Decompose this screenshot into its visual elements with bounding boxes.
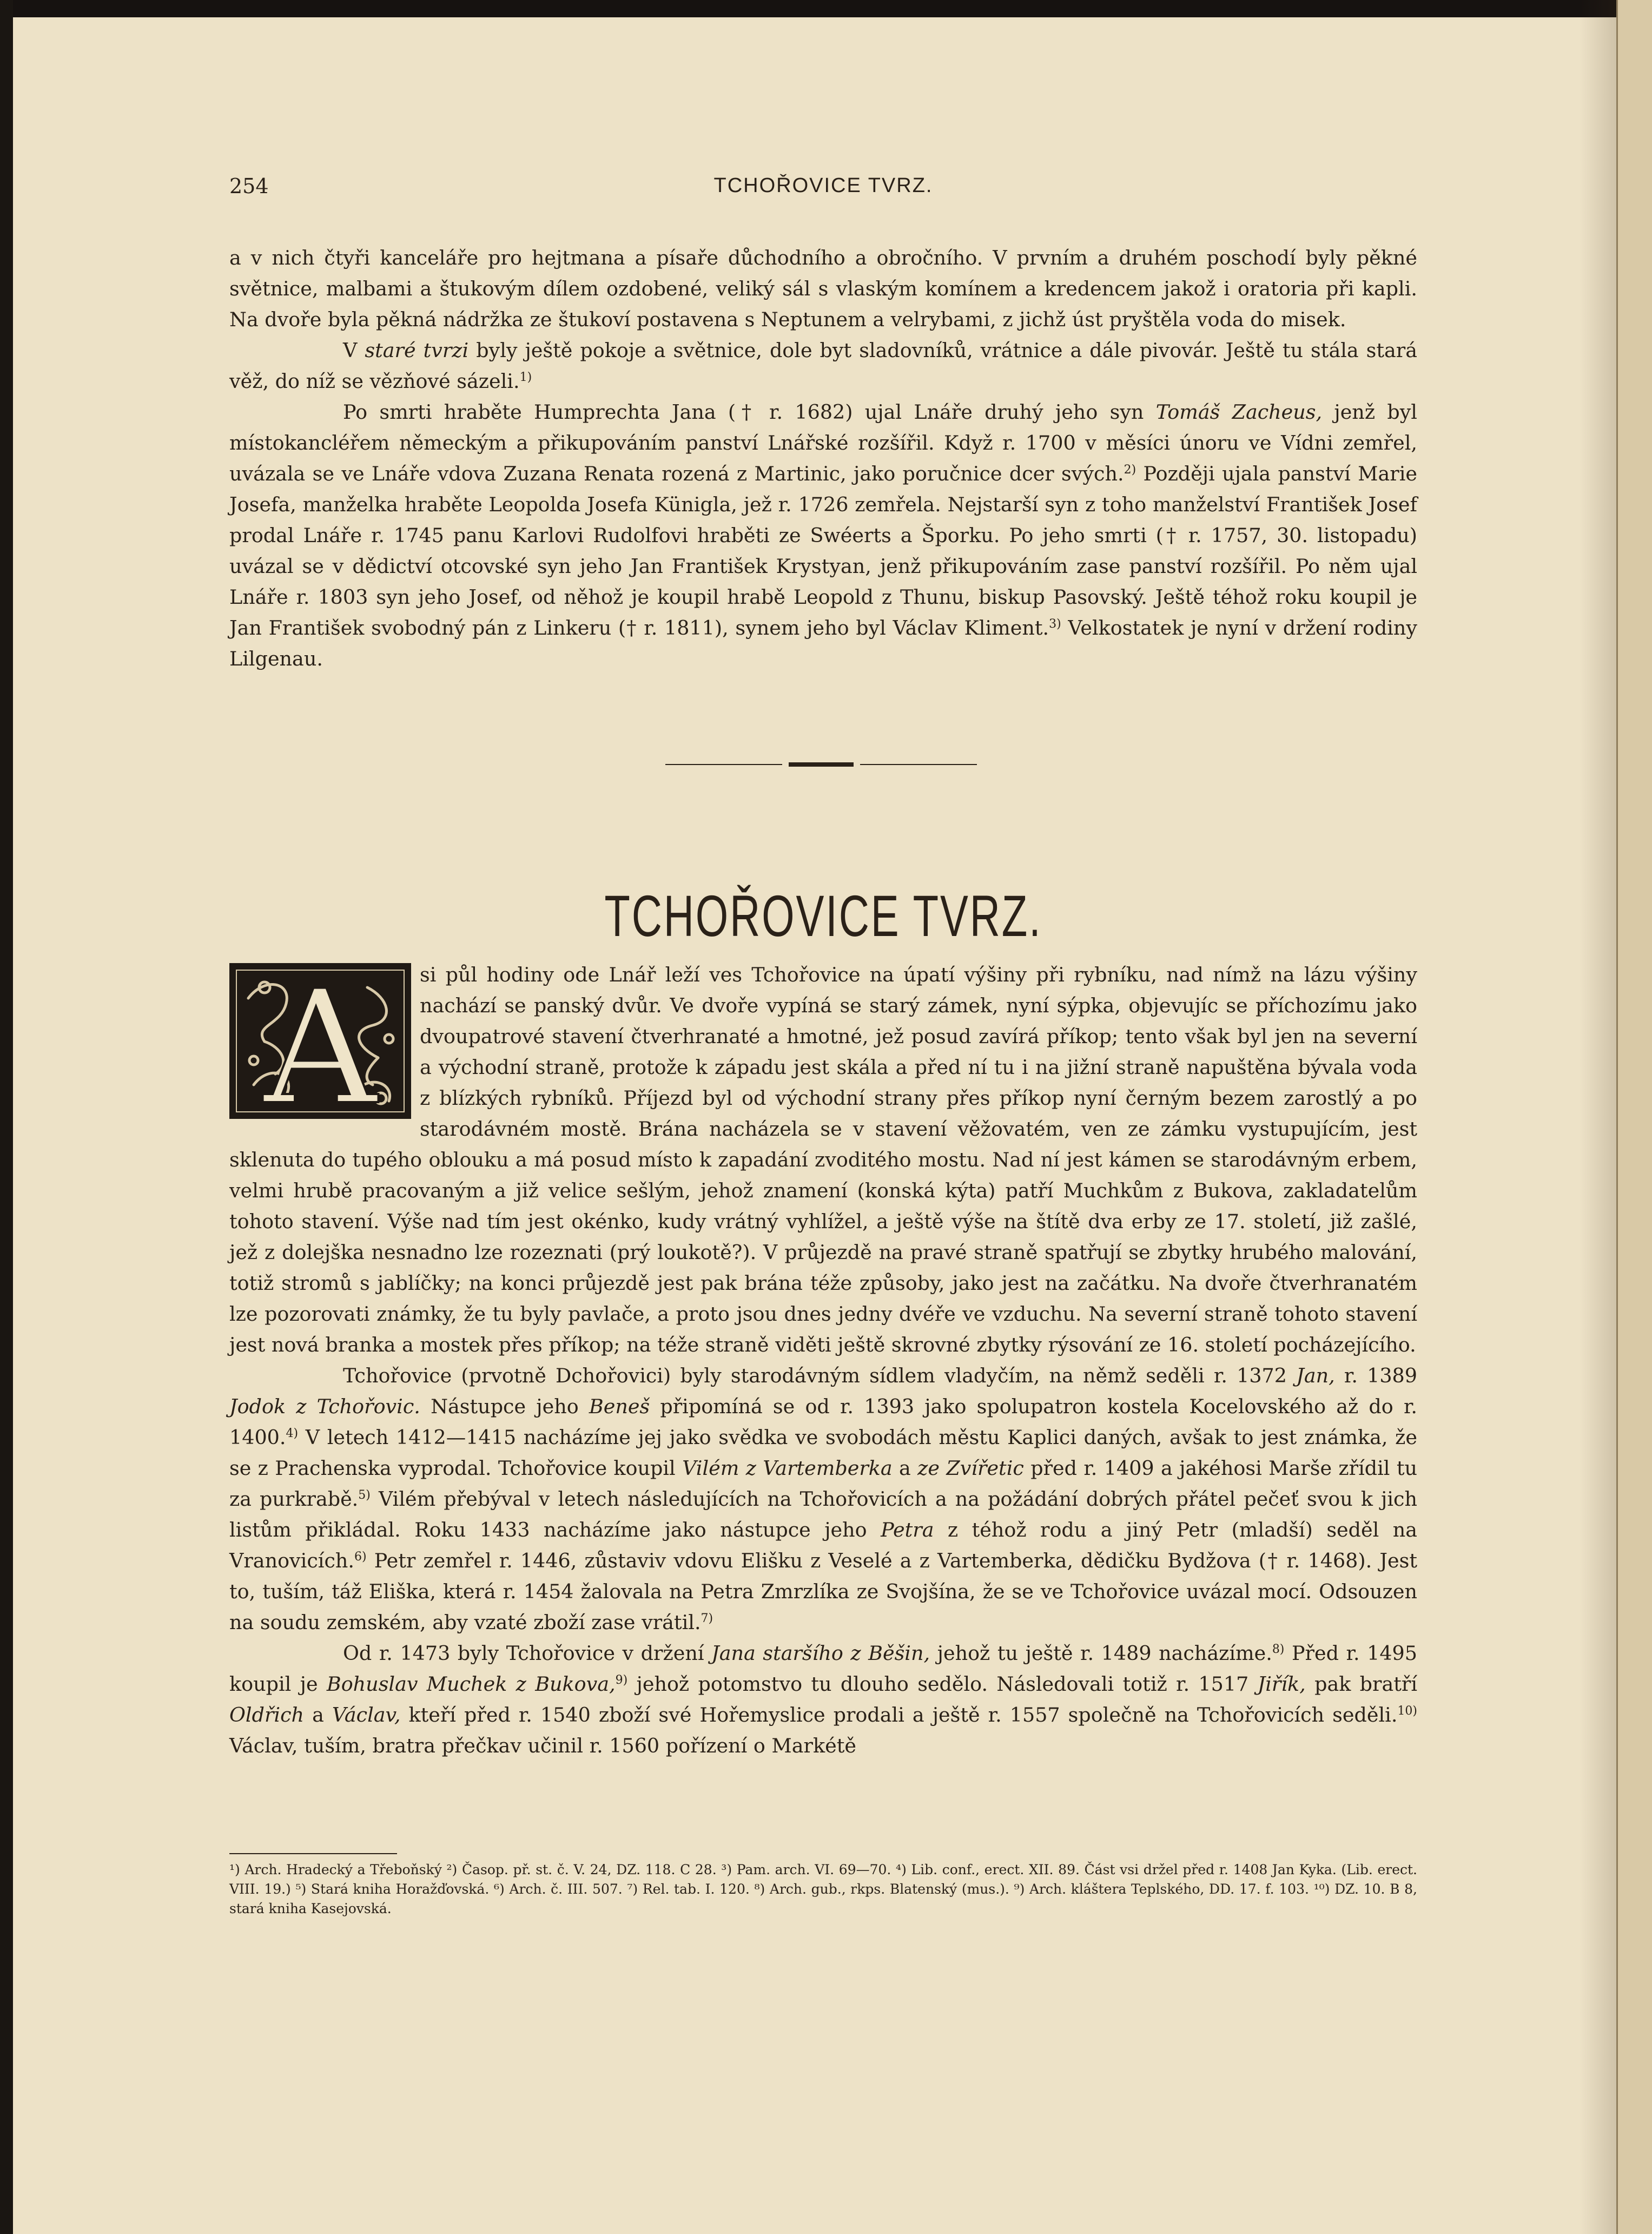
section-paragraph-2: Tchořovice (prvotně Dchořovici) byly starodávným sídlem vladyčím, na němž seděli r. 1372 Jan, r. 1389 Jodok z Tchořovic. Nástupce jeho Beneš připomíná se od r. 1393 jako spolupatron kostela Kocelovského až do r. 1400.$^{4)}$ V letech 1412—1415 nacházíme jej jako svědka ve svobodách městu Kaplici daných, avšak to jest známka, že se z Prachenska vyprodal. Tchořovice koupil Vilém z Vartemberka a ze Zvířetic před r. 1409 a jakéhosi Marše zřídil tu za purkrabě.$^{5)}$ Vilém přebýval v letech následujících na Tchořovicích a na požádání dobrých přátel pečeť svou k jich listům přikládal. Roku 1433 nacházíme jako nástupce jeho Petra z téhož rodu a jiný Petr (mladší) seděl na Vranovicích.$^{6)}$ Petr zemřel r. 1446, zůstaviv vdovu Elišku z Veselé a z Vartemberka, dědičku Bydžova († r. 1468). Jest to, tuším, táž Eliška, která r. 1454 žalovala na Petra Zmrzlíka ze Svojšína, že se ve Tchořovice uvázal mocí. Odsouzen na soudu zemském, aby vzaté zboží zase vrátil.$^{7)}$ [229, 1364, 1418, 1634]
footnote-ref: 1) [519, 370, 532, 384]
footnote-rule [229, 1853, 397, 1854]
footnote-ref: 6) [354, 1550, 367, 1564]
scan-left-edge [0, 0, 13, 2234]
section-title: TCHOŘOVICE TVRZ. [604, 883, 1042, 949]
footnotes [229, 1860, 1417, 1919]
footnote-ref: 2) [1124, 463, 1136, 477]
section-paragraph-1: si půl hodiny ode Lnář leží ves Tchořovice na úpatí výšiny při rybníku, nad nímž na lázu výšiny nachází se panský dvůr. Ve dvoře vypíná se starý zámek, nyní sýpka, objevujíc se příchozímu jako dvoupatrové stavení čtverhranaté a hmotné, jež posud zavírá příkop; tento však byl jen na severní a východní straně, protože k západu jest skála a před ní tu i na jižní straně napuštěna bývala voda z blízkých rybníků. Příjezd byl od východní strany přes příkop nyní černým bezem zarostlý a po starodávném mostě. Brána nacházela se v stavení věžovatém, ven ze zámku vystupujícím, jest sklenuta do tupého oblouku a má posud místo k zapadání zvoditého mostu. Nad ní jest kámen se starodávným erbem, velmi hrubě pracovaným a již velice sešlým, jehož znamení (konská kýta) patří Muchkům z Bukova, zakladatelům tohoto stavení. Výše nad tím jest okénko, kudy vrátný vyhlížel, a ještě výše na štítě dva erby ze 17. století, již zašlé, jež z dolejška nesnadno lze rozeznati (prý loukotě?). V průjezdě na pravé straně spatřují se zbytky hrubého malování, totiž stromů s jablíčky; na konci průjezdě jest pak brána téže způsoby, jako jest na začátku. Na dvoře čtverhranatém lze pozorovati známky, že tu byly pavlače, a proto jsou dnes jedny dvéře ve vzduchu. Na severní straně tohoto stavení jest nová branka a mostek přes příkop; na téže straně viděti ještě skrovné zbytky rýsování ze 16. století pocházejícího. [229, 963, 1417, 1356]
scan-right-edge [1616, 0, 1652, 2234]
section-divider [665, 762, 977, 767]
footnote-ref: 9) [615, 1673, 628, 1687]
footnote-ref: 4) [286, 1426, 299, 1440]
svg-text:A: A [263, 966, 377, 1116]
section-body [229, 959, 1417, 1761]
continued-paragraph-3: Po smrti hraběte Humprechta Jana († r. 1682) ujal Lnáře druhý jeho syn Tomáš Zacheus, jenž byl místokancléřem německým a přikupováním panství Lnářské rozšířil. Když r. 1700 v měsíci únoru ve Vídni zemřel, uvázala se ve Lnáře vdova Zuzana Renata rozená z Martinic, jako poručnice dcer svých.$^{2)}$ Později ujala panství Marie Josefa, manželka hraběte Leopolda Josefa Künigla, jež r. 1726 zemřela. Nejstarší syn z toho manželství František Josef prodal Lnáře r. 1745 panu Karlovi Rudolfovi hraběti ze Swéerts a Šporku. Po jeho smrti († r. 1757, 30. listopadu) uvázal se v dědictví otcovské syn jeho Jan František Krystyan, jenž přikupováním zase panství rozšířil. Po něm ujal Lnáře r. 1803 syn jeho Josef, od něhož je koupil hrabě Leopold z Thunu, biskup Pasovský. Ještě téhož roku koupil je Jan František svobodný pán z Linkeru († r. 1811), synem jeho byl Václav Kliment.$^{3)}$ Velkostatek je nyní v držení rodiny Lilgenau. [229, 400, 1417, 670]
footnote-ref: 5) [358, 1488, 371, 1502]
continued-text [229, 242, 1417, 674]
continued-paragraph-1: a v nich čtyři kanceláře pro hejtmana a písaře důchodního a obročního. V prvním a druhém poschodí byly pěkné světnice, malbami a štukovým dílem ozdobené, veliký sál s vlaským komínem a kredencem jakož i oratoria při kapli. Na dvoře byla pěkná nádržka ze štukoví postavena s Neptunem a velrybami, z jichž úst pryštěla voda do misek. [229, 246, 1417, 331]
footnote-ref: 3) [1049, 617, 1061, 631]
section-paragraph-3: Od r. 1473 byly Tchořovice v držení Jana staršího z Běšin, jehož tu ještě r. 1489 nacházíme.$^{8)}$ Před r. 1495 koupil je Bohuslav Muchek z Bukova,$^{9)}$ jehož potomstvo tu dlouho sedělo. Následovali totiž r. 1517 Jiřík, pak bratří Oldřich a Václav, kteří před r. 1540 zboží své Hořemyslice prodali a ještě r. 1557 společně na Tchořovicích seděli.$^{10)}$ Václav, tuším, bratra přečkav učinil r. 1560 pořízení o Markétě [229, 1642, 1418, 1757]
running-head [229, 174, 1417, 207]
page-spine-shadow [1580, 0, 1616, 2234]
footnote-ref: 10) [1397, 1704, 1417, 1718]
continued-paragraph-2: V staré tvrzi byly ještě pokoje a světnice, dole byt sladovníků, vrátnice a dále pivovár. Ještě tu stála stará věž, do níž se vězňové sázeli.$^{1)}$ [229, 339, 1418, 393]
footnote-ref: 8) [1272, 1642, 1285, 1656]
scan-top-edge [0, 0, 1652, 17]
running-title: TCHOŘOVICE TVRZ. [713, 174, 933, 197]
footnote-ref: 7) [701, 1611, 713, 1625]
footnote-text: ¹) Arch. Hradecký a Třeboňský ²) Časop. př. st. č. V. 24, DZ. 118. C 28. ³) Pam. arch. VI. 69—70. ⁴) Lib. conf., erect. XII. 89. Část vsi držel před r. 1408 Jan Kyka. (Lib. erect. VIII. 19.) ⁵) Stará kniha Horažďovská. ⁶) Arch. č. III. 507. ⁷) Rel. tab. I. 120. ⁸) Arch. gub., rkps. Blatenský (mus.). ⁹) Arch. kláštera Teplského, DD. 17. f. 103. ¹⁰) DZ. 10. B 8, stará kniha Kasejovská. [229, 1862, 1417, 1916]
page-number: 254 [229, 174, 269, 198]
